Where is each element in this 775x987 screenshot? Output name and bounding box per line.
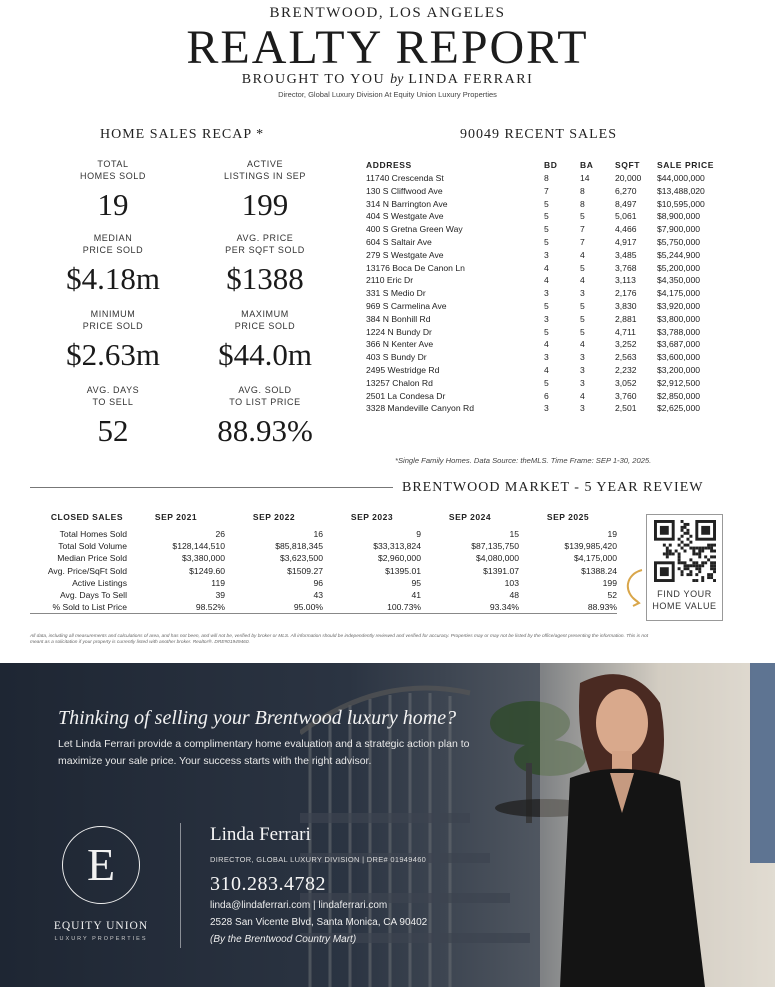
table-cell: $4,080,000 bbox=[475, 553, 519, 564]
table-cell: 969 S Carmelina Ave bbox=[366, 300, 447, 311]
table-cell: 8 bbox=[580, 185, 585, 196]
table-cell: 199 bbox=[602, 577, 617, 588]
table-row bbox=[366, 300, 727, 313]
table-cell: 2495 Westridge Rd bbox=[366, 364, 440, 375]
table-cell: $33,313,824 bbox=[373, 541, 421, 552]
table-cell: 8 bbox=[544, 173, 549, 183]
table-cell: $2,912,500 bbox=[657, 377, 701, 388]
table-cell: 19 bbox=[607, 529, 617, 539]
table-cell: 6 bbox=[544, 390, 549, 401]
table-cell: 4 bbox=[580, 339, 585, 350]
table-cell: $1509.27 bbox=[287, 565, 323, 576]
table-cell: 4,711 bbox=[615, 326, 636, 337]
table-row bbox=[366, 390, 727, 403]
table-cell: 14 bbox=[580, 173, 590, 183]
table-cell: 130 S Cliffwood Ave bbox=[366, 185, 443, 196]
review-header-cell: SEP 2023 bbox=[350, 512, 394, 522]
table-row bbox=[30, 528, 617, 540]
table-cell: $3,788,000 bbox=[657, 326, 701, 337]
table-cell: 2110 Eric Dr bbox=[366, 275, 414, 286]
table-row bbox=[366, 326, 727, 339]
table-cell: 5 bbox=[580, 326, 585, 337]
table-cell: 6,270 bbox=[615, 185, 637, 196]
table-cell: % Sold to List Price bbox=[30, 601, 127, 614]
qr-code-icon bbox=[654, 520, 716, 582]
table-cell: 4,917 bbox=[615, 236, 637, 247]
table-cell: 5 bbox=[544, 224, 549, 235]
table-cell: 4,466 bbox=[615, 224, 637, 235]
stat-label: MINIMUM PRICE SOLD bbox=[82, 309, 144, 331]
recap-stat bbox=[190, 384, 340, 451]
table-cell: 3,760 bbox=[615, 390, 637, 401]
table-cell: 2,232 bbox=[615, 364, 637, 375]
review-header-cell: CLOSED SALES bbox=[50, 512, 123, 522]
table-cell: 95.00% bbox=[225, 601, 323, 614]
table-cell: Active Listings bbox=[72, 577, 127, 588]
disclaimer: All data, including all measurements and calculations of area, and has not been, and will not be, verified by broker or MLS. All information should be independently reviewed and verified for accuracy. Properties may or may not be listed by the office/agent presenting the information. This is not meant as a solicitation if your property is currently listed with another broker. Realtor®. DRE#01949460. bbox=[30, 634, 649, 645]
table-cell: Avg. Price/SqFt Sold bbox=[47, 565, 127, 576]
banner-headline: Thinking of selling your Brentwood luxury home? bbox=[58, 707, 457, 729]
table-cell: 95 bbox=[411, 577, 421, 588]
table-cell: 400 S Gretna Green Way bbox=[366, 224, 463, 235]
review-title: BRENTWOOD MARKET - 5 YEAR REVIEW bbox=[402, 480, 704, 495]
table-cell: 43 bbox=[313, 590, 323, 601]
recap-stat bbox=[190, 158, 340, 225]
table-cell: 4 bbox=[544, 275, 549, 286]
banner-body: Let Linda Ferrari provide a complimentary home evaluation and a strategic action plan to maximize your sale price. Your success starts with the right advisor. bbox=[58, 738, 470, 767]
table-cell: 98.52% bbox=[127, 601, 225, 614]
table-cell: $85,818,345 bbox=[275, 541, 323, 552]
table-cell: 314 N Barrington Ave bbox=[366, 198, 448, 209]
stat-value: $44.0m bbox=[218, 337, 312, 372]
table-cell: $5,200,000 bbox=[657, 262, 701, 273]
table-cell: 7 bbox=[580, 236, 585, 247]
table-cell: $3,200,000 bbox=[657, 364, 701, 375]
table-cell: $4,175,000 bbox=[657, 288, 701, 299]
agent-location-note: (By the Brentwood Country Mart) bbox=[210, 934, 357, 945]
recap-stat bbox=[190, 308, 340, 375]
table-row bbox=[366, 249, 727, 262]
table-cell: $2,850,000 bbox=[657, 390, 701, 401]
table-cell: $3,600,000 bbox=[657, 352, 701, 363]
table-row bbox=[30, 540, 617, 552]
equity-union-logo: E bbox=[62, 826, 140, 904]
table-cell: $4,175,000 bbox=[573, 553, 617, 564]
stat-value: $1388 bbox=[226, 261, 304, 296]
table-cell: Avg. Days To Sell bbox=[59, 590, 127, 601]
table-cell: 384 N Bonhill Rd bbox=[366, 313, 431, 324]
table-cell: 366 N Kenter Ave bbox=[366, 339, 434, 350]
table-cell: 26 bbox=[215, 529, 225, 539]
table-cell: 2,176 bbox=[615, 288, 637, 299]
table-row bbox=[30, 589, 617, 601]
table-cell: $3,920,000 bbox=[657, 300, 701, 311]
stat-value: 19 bbox=[97, 187, 129, 222]
stat-label: TOTAL HOMES SOLD bbox=[79, 159, 146, 181]
recap-stat bbox=[38, 308, 188, 375]
logo-name: EQUITY UNION bbox=[53, 920, 149, 932]
table-cell: 5 bbox=[544, 377, 549, 388]
table-cell: Total Sold Volume bbox=[58, 541, 127, 552]
table-cell: 96 bbox=[313, 577, 323, 588]
table-cell: 5 bbox=[580, 211, 585, 222]
table-cell: 13176 Boca De Canon Ln bbox=[366, 262, 465, 273]
table-cell: 100.73% bbox=[323, 601, 421, 614]
stat-label: AVG. DAYS TO SELL bbox=[86, 385, 140, 407]
table-row bbox=[30, 565, 617, 577]
table-cell: 3,485 bbox=[615, 249, 637, 260]
table-row bbox=[30, 552, 617, 564]
table-cell: 3 bbox=[580, 352, 585, 363]
table-cell: Total Homes Sold bbox=[59, 529, 127, 539]
table-cell: 52 bbox=[607, 590, 617, 601]
table-cell: $1249.60 bbox=[189, 565, 225, 576]
table-cell: 5 bbox=[544, 326, 549, 337]
stat-label: AVG. SOLD TO LIST PRICE bbox=[229, 385, 301, 407]
recent-sales-table bbox=[366, 160, 727, 415]
table-cell: $3,380,000 bbox=[181, 553, 225, 564]
stat-label: MAXIMUM PRICE SOLD bbox=[234, 309, 296, 331]
table-cell: $10,595,000 bbox=[657, 198, 705, 209]
table-cell: 3 bbox=[544, 288, 549, 299]
table-cell: 5 bbox=[580, 313, 585, 324]
table-cell: Median Price Sold bbox=[57, 553, 127, 564]
table-cell: 5 bbox=[580, 262, 585, 273]
qr-caption-2: HOME VALUE bbox=[652, 601, 717, 611]
sales-header-cell: ADDRESS bbox=[366, 160, 412, 170]
table-row bbox=[366, 223, 727, 236]
table-cell: 3 bbox=[544, 403, 549, 414]
table-row bbox=[366, 262, 727, 275]
logo-subtitle: LUXURY PROPERTIES bbox=[54, 936, 148, 942]
table-cell: 2,563 bbox=[615, 352, 637, 363]
table-cell: $7,900,000 bbox=[657, 224, 701, 235]
table-cell: 3 bbox=[580, 288, 585, 299]
table-cell: 13257 Chalon Rd bbox=[366, 377, 433, 388]
stat-value: 88.93% bbox=[217, 413, 313, 448]
review-header-cell: SEP 2022 bbox=[252, 512, 296, 522]
table-cell: 8,497 bbox=[615, 198, 637, 209]
table-cell: 4 bbox=[544, 364, 549, 375]
table-row bbox=[366, 198, 727, 211]
table-cell: 3,830 bbox=[615, 300, 637, 311]
table-cell: 2,881 bbox=[615, 313, 637, 324]
table-row bbox=[366, 402, 727, 415]
agent-title: DIRECTOR, GLOBAL LUXURY DIVISION | DRE# 01949460 bbox=[210, 855, 427, 864]
stat-value: 52 bbox=[97, 413, 129, 448]
table-row bbox=[366, 338, 727, 351]
table-cell: 3 bbox=[580, 403, 585, 414]
table-cell: $1391.07 bbox=[483, 565, 519, 576]
stat-label: AVG. PRICE PER SQFT SOLD bbox=[225, 233, 305, 255]
table-cell: 8 bbox=[580, 198, 585, 209]
recap-title: HOME SALES RECAP * bbox=[100, 127, 265, 142]
table-row bbox=[366, 313, 727, 326]
agent-email-website[interactable]: linda@lindaferrari.com | lindaferrari.com bbox=[210, 900, 388, 911]
table-cell: 5,061 bbox=[615, 211, 637, 222]
table-cell: 331 S Medio Dr bbox=[366, 288, 426, 299]
agent-banner bbox=[0, 663, 775, 987]
table-row bbox=[366, 377, 727, 390]
table-cell: 3 bbox=[544, 352, 549, 363]
table-cell: 4 bbox=[544, 262, 549, 273]
table-row bbox=[366, 236, 727, 249]
table-cell: 93.34% bbox=[421, 601, 519, 614]
table-row bbox=[366, 210, 727, 223]
table-cell: 3 bbox=[544, 249, 549, 260]
home-value-qr[interactable] bbox=[646, 514, 723, 621]
table-cell: 3 bbox=[580, 377, 585, 388]
table-row bbox=[366, 364, 727, 377]
section-divider bbox=[30, 487, 393, 488]
review-header-cell: SEP 2021 bbox=[154, 512, 198, 522]
table-cell: $3,800,000 bbox=[657, 313, 701, 324]
table-cell: 16 bbox=[313, 529, 323, 539]
table-cell: $13,488,020 bbox=[657, 185, 705, 196]
table-cell: 3,252 bbox=[615, 339, 637, 350]
qr-caption-1: FIND YOUR bbox=[657, 589, 712, 599]
table-cell: $5,750,000 bbox=[657, 236, 701, 247]
five-year-review-table bbox=[30, 512, 617, 614]
table-cell: 5 bbox=[544, 198, 549, 209]
table-cell: 604 S Saltair Ave bbox=[366, 236, 432, 247]
table-cell: 5 bbox=[580, 300, 585, 311]
agent-phone[interactable]: 310.283.4782 bbox=[210, 873, 326, 895]
table-cell: 4 bbox=[580, 390, 585, 401]
table-cell: 2501 La Condesa Dr bbox=[366, 390, 446, 401]
table-row bbox=[366, 351, 727, 364]
table-cell: 5 bbox=[544, 211, 549, 222]
table-cell: $139,985,420 bbox=[564, 541, 617, 552]
sales-footnote: *Single Family Homes. Data Source: theMLS. Time Frame: SEP 1-30, 2025. bbox=[395, 456, 652, 465]
stat-value: 199 bbox=[241, 187, 289, 222]
table-cell: $2,960,000 bbox=[377, 553, 421, 564]
table-cell: 3328 Mandeville Canyon Rd bbox=[366, 403, 474, 414]
brought-to-you: BROUGHT TO YOU by LINDA FERRARI bbox=[241, 72, 534, 87]
table-cell: $4,350,000 bbox=[657, 275, 701, 286]
table-cell: 103 bbox=[504, 577, 519, 588]
table-row bbox=[30, 601, 617, 614]
review-header-cell: SEP 2024 bbox=[448, 512, 492, 522]
table-cell: 5 bbox=[544, 236, 549, 247]
table-cell: $5,244,900 bbox=[657, 249, 701, 260]
table-cell: $44,000,000 bbox=[657, 173, 705, 183]
recent-sales-title: 90049 RECENT SALES bbox=[460, 127, 617, 142]
table-cell: $128,144,510 bbox=[172, 541, 225, 552]
stat-value: $2.63m bbox=[66, 337, 160, 372]
table-row bbox=[366, 274, 727, 287]
agent-portrait bbox=[540, 663, 775, 987]
table-cell: 48 bbox=[509, 590, 519, 601]
table-cell: 3,113 bbox=[615, 275, 636, 286]
table-cell: $2,625,000 bbox=[657, 403, 701, 414]
table-cell: $1388.24 bbox=[581, 565, 617, 576]
agent-address: 2528 San Vicente Blvd, Santa Monica, CA 90402 bbox=[210, 917, 428, 928]
sales-header-cell: SQFT bbox=[615, 160, 641, 170]
table-cell: 403 S Bundy Dr bbox=[366, 352, 427, 363]
sales-header-cell: SALE PRICE bbox=[657, 160, 715, 170]
table-cell: $3,623,500 bbox=[279, 553, 323, 564]
table-cell: 39 bbox=[215, 590, 225, 601]
table-cell: 3 bbox=[580, 364, 585, 375]
table-row bbox=[30, 577, 617, 589]
table-cell: 4 bbox=[580, 275, 585, 286]
table-cell: $1395.01 bbox=[385, 565, 421, 576]
report-header bbox=[0, 0, 775, 99]
stat-label: MEDIAN PRICE SOLD bbox=[82, 233, 144, 255]
table-cell: $3,687,000 bbox=[657, 339, 701, 350]
table-cell: 279 S Westgate Ave bbox=[366, 249, 444, 260]
table-cell: 404 S Westgate Ave bbox=[366, 211, 444, 222]
table-row bbox=[366, 185, 727, 198]
table-cell: 7 bbox=[544, 185, 549, 196]
banner-divider bbox=[180, 823, 181, 948]
sales-header-cell: BD bbox=[544, 160, 558, 170]
table-cell: 4 bbox=[580, 249, 585, 260]
table-cell: $8,900,000 bbox=[657, 211, 701, 222]
table-cell: 41 bbox=[411, 590, 421, 601]
table-cell: $87,135,750 bbox=[471, 541, 519, 552]
table-cell: 5 bbox=[544, 300, 549, 311]
table-cell: 4 bbox=[544, 339, 549, 350]
table-cell: 3 bbox=[544, 313, 549, 324]
table-cell: 88.93% bbox=[519, 601, 617, 614]
table-cell: 119 bbox=[211, 577, 225, 588]
sales-header-cell: BA bbox=[580, 160, 594, 170]
table-cell: 3,768 bbox=[615, 262, 637, 273]
table-row bbox=[366, 287, 727, 300]
table-row bbox=[366, 172, 727, 185]
table-cell: 1224 N Bundy Dr bbox=[366, 326, 432, 337]
table-cell: 2,501 bbox=[615, 403, 637, 414]
city-heading: BRENTWOOD, LOS ANGELES bbox=[269, 5, 506, 21]
recap-stat bbox=[190, 232, 340, 299]
table-cell: 7 bbox=[580, 224, 585, 235]
agent-name: Linda Ferrari bbox=[210, 824, 311, 845]
report-title: REALTY REPORT bbox=[186, 21, 589, 74]
table-cell: 3,052 bbox=[615, 377, 637, 388]
stat-value: $4.18m bbox=[66, 261, 160, 296]
recap-stat bbox=[38, 232, 188, 299]
table-cell: 11740 Crescenda St bbox=[366, 173, 444, 183]
table-cell: 9 bbox=[416, 529, 421, 539]
review-header-cell: SEP 2025 bbox=[546, 512, 590, 522]
table-cell: 15 bbox=[509, 529, 519, 539]
stat-label: ACTIVE LISTINGS IN SEP bbox=[223, 159, 307, 181]
table-cell: 20,000 bbox=[615, 173, 642, 183]
director-subtitle: Director, Global Luxury Division At Equity Union Luxury Properties bbox=[278, 90, 497, 99]
recap-stat bbox=[38, 158, 188, 225]
recap-stat bbox=[38, 384, 188, 451]
